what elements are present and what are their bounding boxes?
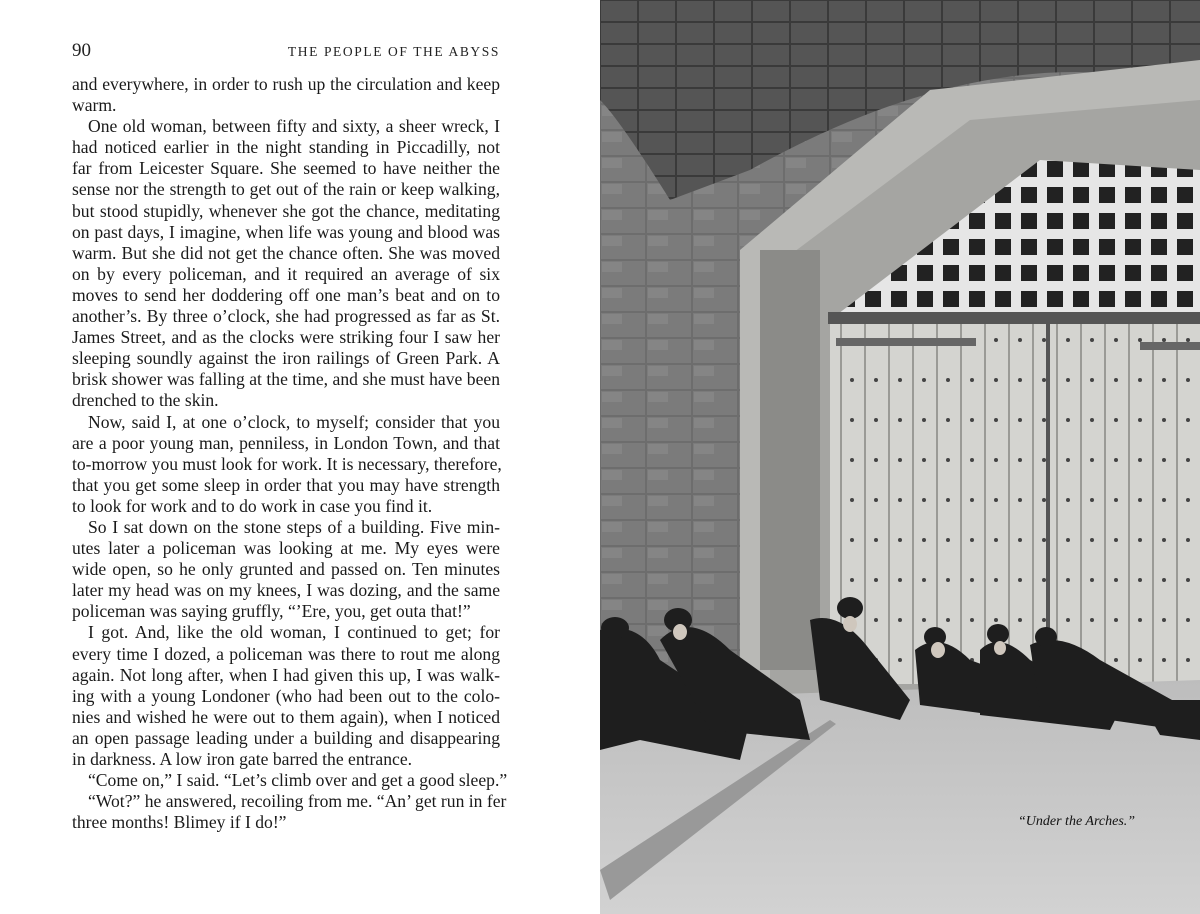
text-line: another’s. By three o’clock, she had progressed as far as St. <box>72 306 500 327</box>
text-line: “Come on,” I said. “Let’s climb over and get a good sleep.” <box>88 770 508 791</box>
text-line: utes later a policeman was looking at me. My eyes were <box>72 538 500 559</box>
text-line: moves to send her doddering off one man’s beat and on to <box>72 284 500 305</box>
text-line: warm. But she did not get the chance often. She was moved <box>72 242 500 263</box>
text-line: again. Not long after, when I had given this up, I was walk- <box>72 664 500 685</box>
text-line: I got. And, like the old woman, I continued to get; for <box>88 622 500 643</box>
text-line: on by every policeman, and it required an average of six <box>72 263 500 284</box>
text-line: policeman was saying gruffly, “’Ere, you, get outa that!” <box>72 601 471 622</box>
text-line: to look for work and to do work in case you find it. <box>72 495 433 516</box>
text-line: sleeping soundly against the iron railings of Green Park. A <box>72 348 500 369</box>
text-line: are a poor young man, penniless, in London Town, and that <box>72 432 500 453</box>
text-line: three months! Blimey if I do!” <box>72 812 287 833</box>
text-line: in darkness. A low iron gate barred the entrance. <box>72 749 413 769</box>
text-line: later my head was on my knees, I was dozing, and the same <box>72 580 500 601</box>
text-line: on past days, I imagine, when life was young and blood was <box>72 221 500 242</box>
text-line: far from Leicester Square. She seemed to have neither the <box>72 158 500 179</box>
text-line: an open passage leading under a building and disappearing <box>72 727 500 748</box>
text-line: “Wot?” he answered, recoiling from me. “An’ get run in fer <box>88 791 507 812</box>
text-line: but stood stupidly, whenever she got the chance, meditating <box>72 200 500 221</box>
text-line: wide open, so he only grunted and passed on. Ten minutes <box>72 559 500 580</box>
text-line: drenched to the skin. <box>72 390 219 411</box>
text-line: James Street, and as the clocks were striking four I saw her <box>72 327 500 348</box>
photo-caption: “Under the Arches.” <box>1018 814 1136 829</box>
page-number: 90 <box>72 40 91 61</box>
text-line: sense nor the strength to get out of the rain or keep walking, <box>72 179 500 200</box>
text-line: warm. <box>72 95 117 116</box>
text-line: that you get some sleep in order that you may have strength <box>72 474 500 495</box>
text-line: brisk shower was falling at the time, and she must have been <box>72 369 500 390</box>
text-line: One old woman, between fifty and sixty, a sheer wreck, I <box>88 116 500 137</box>
text-line: and everywhere, in order to rush up the circulation and keep <box>72 74 500 94</box>
text-line: So I sat down on the stone steps of a building. Five min- <box>88 516 500 537</box>
text-line: nies and wished he were out to them again), when I noticed <box>72 706 500 727</box>
text-line: every time I dozed, a policeman was there to rout me along <box>72 643 500 664</box>
body-text <box>72 74 508 833</box>
text-line: to-morrow you must look for work. It is necessary, therefore, <box>72 453 502 474</box>
text-line: ing with a young Londoner (who had been out to the colo- <box>72 685 500 706</box>
text-line: had noticed earlier in the night standing in Piccadilly, not <box>72 137 500 158</box>
photograph-under-the-arches <box>600 0 1200 914</box>
running-head: THE PEOPLE OF THE ABYSS <box>287 44 500 59</box>
photo-illustration <box>600 0 1200 914</box>
text-line: Now, said I, at one o’clock, to myself; consider that you <box>88 411 500 432</box>
